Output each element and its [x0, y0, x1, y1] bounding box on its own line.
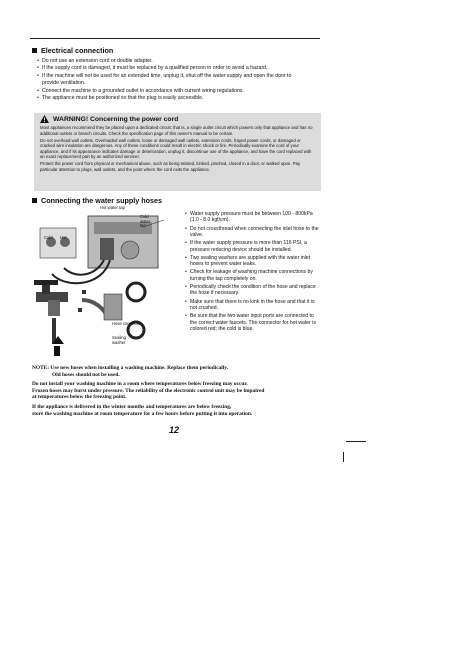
list-item: • The appliance must be positioned so that the plug is easily accessible.: [37, 95, 317, 102]
list-item: • Make sure that there is no kink in the hose and that it is not crushed.: [185, 299, 321, 312]
margin-tick: [343, 452, 344, 462]
note-line: store the washing machine at room temperature for a few hours before putting it into operation.: [32, 410, 253, 417]
list-item-continuation: provide ventilation.: [42, 80, 86, 87]
note-line: Old hoses should not be used.: [52, 371, 120, 378]
hot-label: Hot: [60, 235, 67, 240]
square-bullet-icon: [32, 48, 37, 53]
note-line: Frozen hoses may burst under pressure. The reliability of the electronic control unit may be impaired: [32, 387, 265, 394]
notes-block: [32, 365, 332, 417]
margin-rule: [346, 441, 366, 442]
list-item: • Two sealing washers are supplied with the water inlet hoses to prevent water leaks.: [185, 255, 321, 268]
hoses-list: [185, 211, 321, 334]
list-item: • If the supply cord is damaged, it must be replaced by a qualified person in order to avoid a hazard.: [37, 65, 317, 72]
top-rule: [30, 38, 320, 39]
note-line: NOTE: Use new hoses when installing a washing machine. Replace them periodically.: [32, 365, 229, 371]
electrical-heading-text: Electrical connection: [41, 46, 114, 55]
hot-tap-label: Hot water tap: [100, 205, 125, 210]
sealing-washer-label: Sealing washer: [112, 335, 126, 345]
warning-triangle-icon: [40, 115, 49, 123]
list-item: • If the water supply pressure is more than 116 PSI, a pressure reducing device should be installed.: [185, 240, 321, 253]
square-bullet-icon: [32, 198, 37, 203]
warning-box: [34, 113, 321, 191]
list-item: • Water supply pressure must be between 100 - 800kPa (1.0 - 8.0 kgf/cm).: [185, 211, 321, 224]
warning-paragraph: Most appliances recommend they be placed upon a dedicated circuit; that is, a single outlet circuit which powers only that appliance and has no additional outlets or branch circuits. Check the specification page of this owner's manual to be certain.: [40, 125, 313, 136]
warning-title-text: WARNING! Concerning the power cord: [53, 115, 179, 123]
warning-paragraph: Protect the power cord from physical or mechanical abuse, such as being twisted, kinked, pinched, closed in a door, or walked upon. Pay particular attention to plugs, wall outlets, and the point where the cord exits the appliance.: [40, 161, 301, 172]
cold-label: Cold: [44, 235, 53, 240]
page-number: 12: [169, 425, 180, 435]
list-item: • If the machine will not be used for an extended time, unplug it, shut off the water supply and open the door to: [37, 73, 317, 80]
list-item: • Periodically check the condition of the hose and replace the hose if necessary.: [185, 284, 321, 297]
electrical-list: [37, 58, 317, 102]
list-item: • Do not crossthread when connecting the inlet hose to the valve.: [185, 226, 321, 239]
note-line: Do not install your washing machine in a room where temperatures below freezing may occur.: [32, 381, 248, 388]
warning-body: [34, 125, 321, 173]
list-item: • Check for leakage of washing machine connections by turning the tap completely on.: [185, 269, 321, 282]
hoses-heading: [32, 196, 162, 205]
hoses-heading-text: Connecting the water supply hoses: [41, 196, 163, 205]
hose-connector-label: Hose connector: [112, 321, 142, 326]
warning-title: [34, 113, 321, 125]
note-line: If the appliance is delivered in the winter months and temperatures are below freezing,: [32, 403, 232, 410]
electrical-heading: [32, 46, 113, 55]
note-line: at temperatures below the freezing point.: [32, 394, 127, 401]
list-item: • Do not use an extension cord or double adapter.: [37, 58, 317, 65]
cold-tap-label: Cold water tap: [140, 214, 151, 229]
warning-paragraph: Do not overload wall outlets. Overloaded wall outlets, loose or damaged wall outlets, extension cords, frayed power cords, or damaged or cracked wire insulation are dangerous. Any of these conditions could result in electric shock or fire. Periodically examine the cord of your appliance, and if its appearance indicates damage or deterioration, unplug it, discontinue use of the appliance, and have the cord replaced with an exact replacement part by an authorized servicer.: [40, 137, 312, 160]
list-item: • Connect the machine to a grounded outlet in accordance with current wiring regulations.: [37, 88, 317, 95]
list-item: • Be sure that the two water input ports are connected to the correct water faucets. The connector for hot water is colored red; the cold is blue.: [185, 313, 321, 332]
